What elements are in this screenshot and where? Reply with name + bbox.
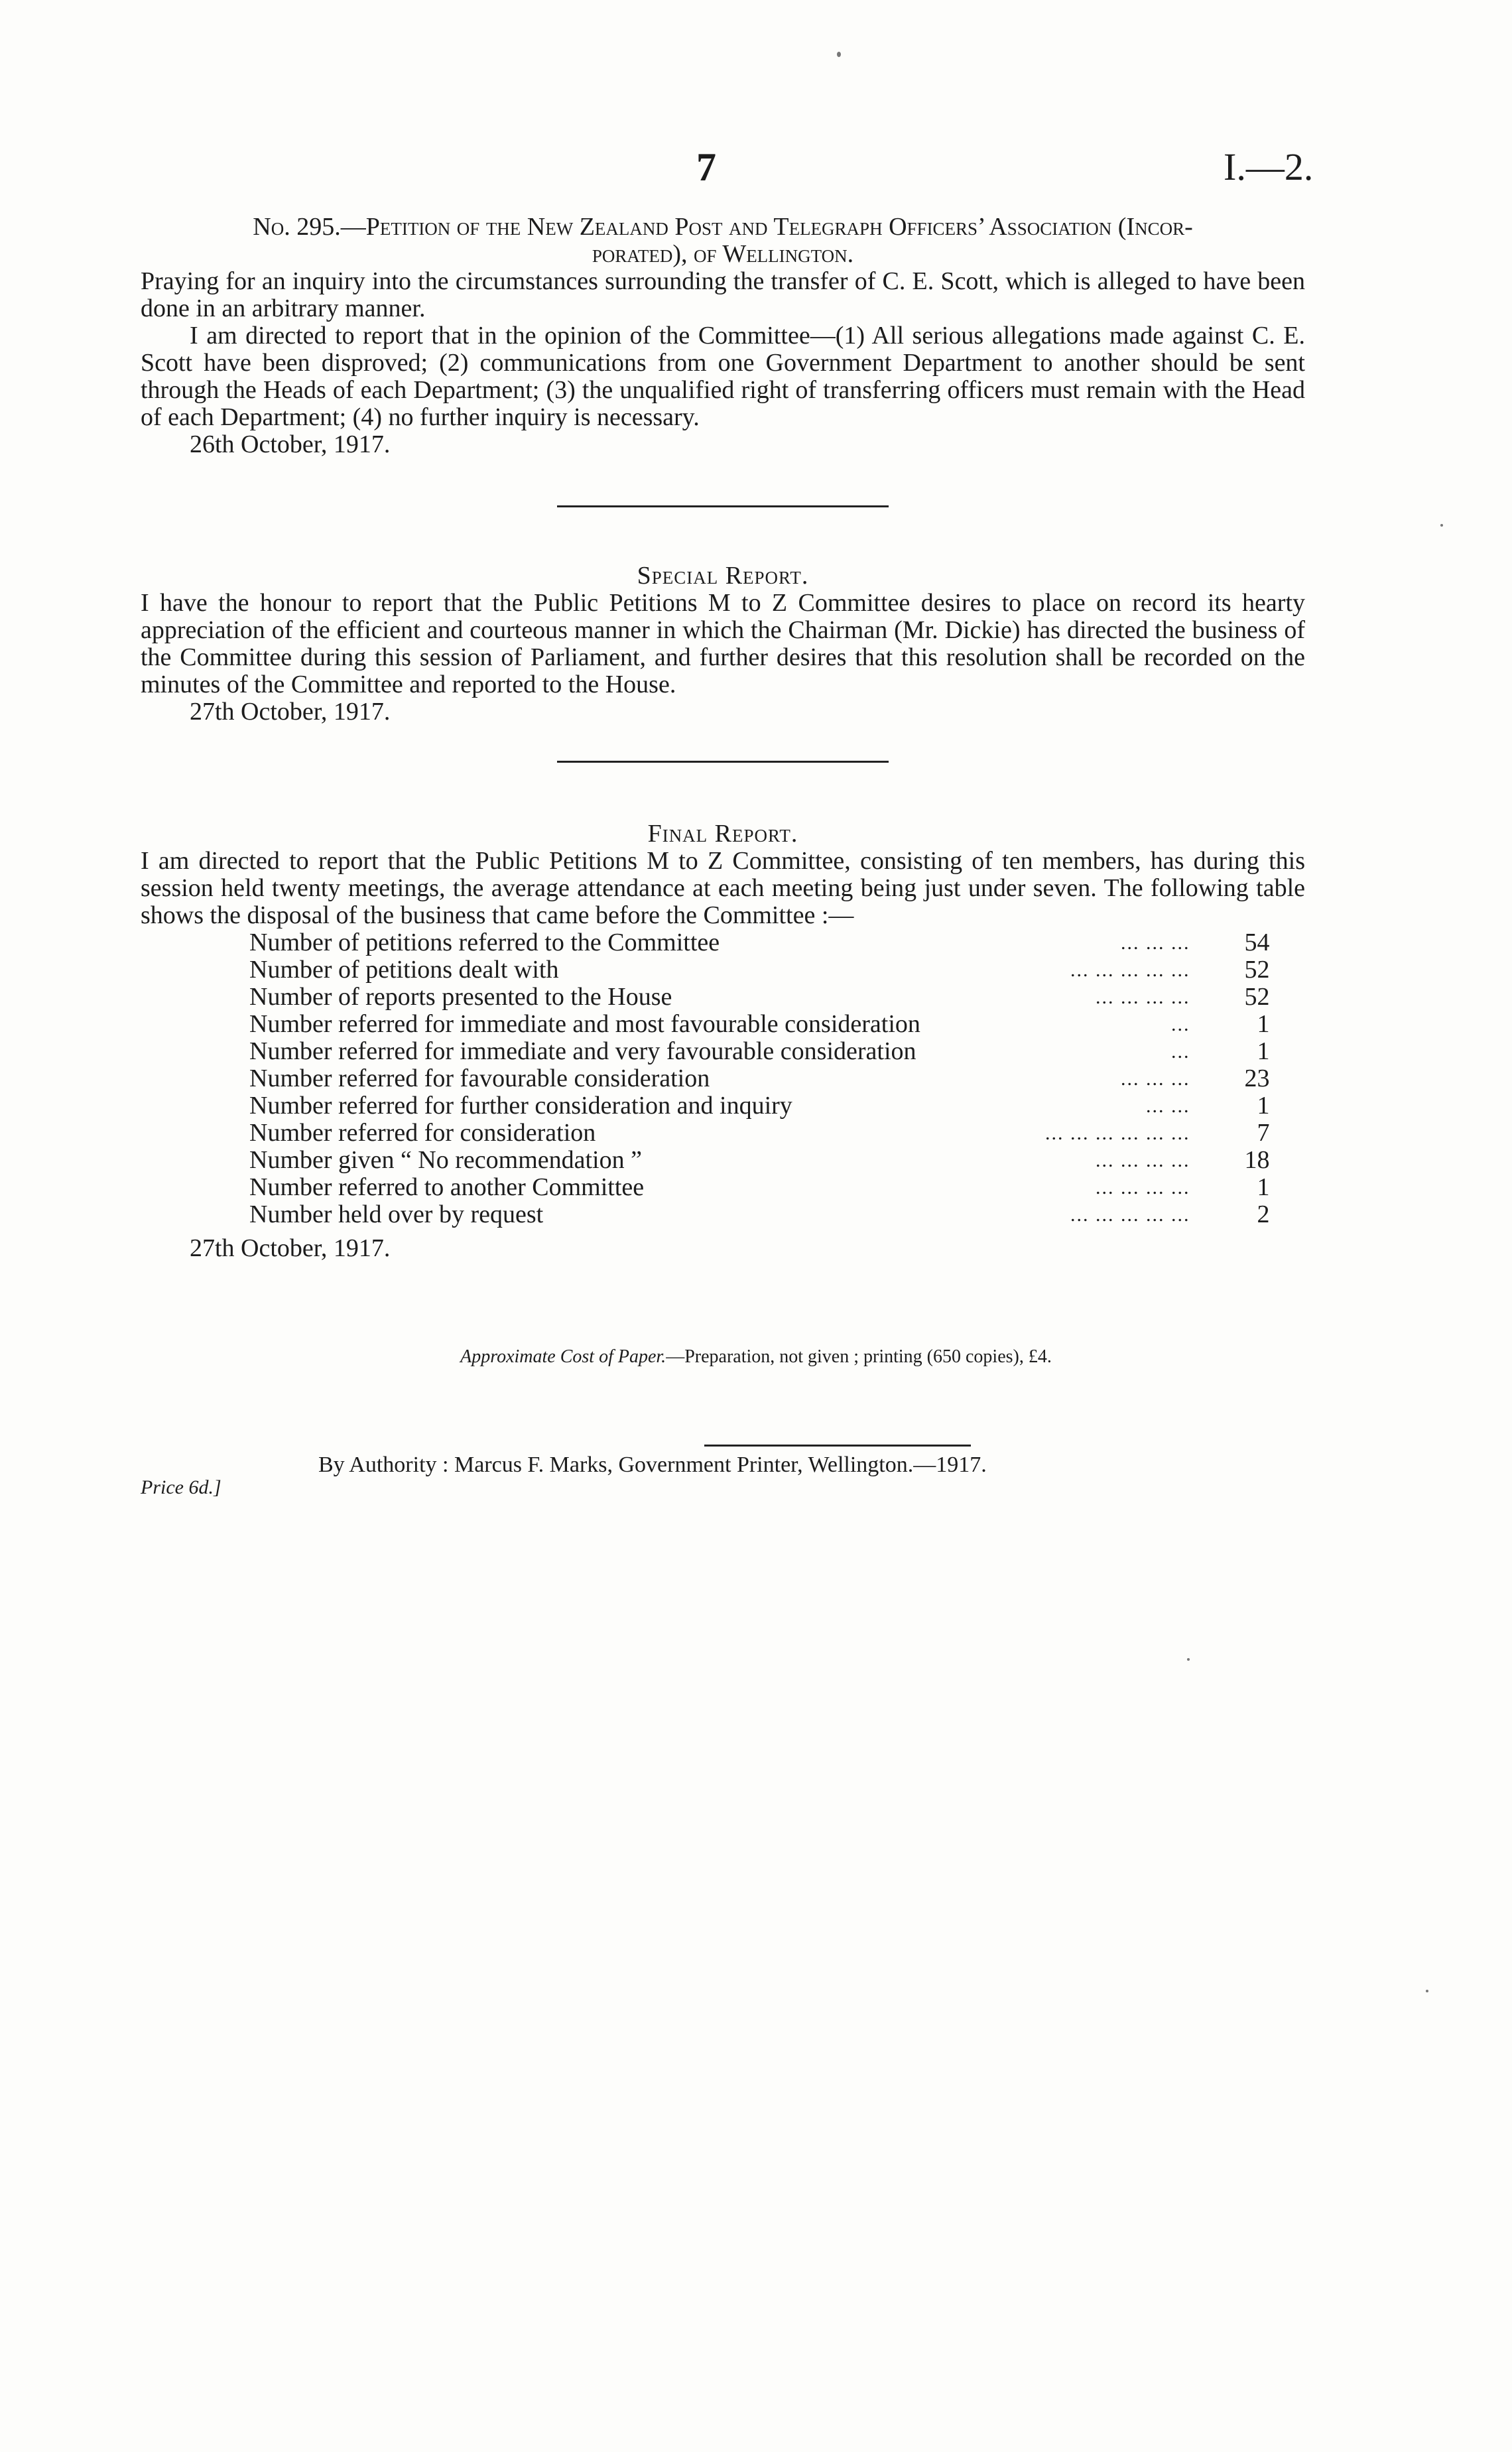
final-report-heading: Final Report. xyxy=(647,820,798,848)
row-value: 7 xyxy=(1257,1119,1270,1147)
row-label: Number given “ No recommendation ” xyxy=(249,1146,642,1174)
final-report-section xyxy=(141,820,1305,1262)
petition-section xyxy=(141,214,1305,458)
row-value: 1 xyxy=(1257,1173,1270,1201)
table-row xyxy=(249,984,1270,1011)
row-leader-dots: ... ... ... xyxy=(1121,932,1190,954)
scan-speck xyxy=(1426,1990,1428,1992)
row-value: 1 xyxy=(1257,1092,1270,1120)
special-report-date: 27th October, 1917. xyxy=(190,698,391,726)
row-leader-dots: ... ... ... ... ... ... xyxy=(1045,1122,1190,1144)
row-value: 52 xyxy=(1244,956,1270,984)
special-report-body: I have the honour to report that the Public Petitions M to Z Committee desires to place on record its hearty appreciation of the efficient and courteous manner in which the Chairman (Mr. Dickie) has directed the business of the Committee during this session of Parliament, and further desires that this resolution shall be recorded on the minutes of the Committee and reported to the House. xyxy=(141,589,1305,698)
petition-title-line2: porated), of Wellington. xyxy=(592,240,854,268)
table-row xyxy=(249,1065,1270,1092)
row-leader-dots: ... ... ... ... xyxy=(1096,1149,1190,1171)
row-leader-dots: ... xyxy=(1171,1013,1190,1035)
table-row xyxy=(249,1038,1270,1065)
row-value: 23 xyxy=(1244,1065,1270,1092)
special-report-section xyxy=(141,562,1305,726)
table-row xyxy=(249,929,1270,956)
table-row xyxy=(249,1174,1270,1201)
row-leader-dots: ... ... ... ... ... xyxy=(1070,959,1190,981)
row-label: Number of petitions referred to the Committee xyxy=(249,929,720,956)
scan-speck xyxy=(1187,1658,1190,1661)
row-label: Number of reports presented to the House xyxy=(249,983,672,1011)
row-leader-dots: ... ... ... ... xyxy=(1096,986,1190,1008)
row-value: 18 xyxy=(1244,1146,1270,1174)
row-label: Number referred for immediate and most favourable consideration xyxy=(249,1010,920,1038)
paper-reference: I.—2. xyxy=(1224,145,1314,188)
row-value: 54 xyxy=(1244,929,1270,956)
row-label: Number held over by request xyxy=(249,1200,544,1228)
price: Price 6d.] xyxy=(141,1476,221,1498)
printer-authority: By Authority : Marcus F. Marks, Government Printer, Wellington.—1917. xyxy=(318,1452,987,1477)
cost-note-label: Approximate Cost of Paper. xyxy=(460,1346,666,1367)
row-label: Number referred for favourable consideration xyxy=(249,1065,710,1092)
footer-divider xyxy=(704,1445,971,1447)
row-value: 1 xyxy=(1257,1010,1270,1038)
row-leader-dots: ... xyxy=(1171,1041,1190,1063)
row-label: Number referred for immediate and very favourable consideration xyxy=(249,1037,916,1065)
section-divider xyxy=(557,761,889,763)
table-row xyxy=(249,956,1270,984)
petition-report: I am directed to report that in the opinion of the Committee—(1) All serious allegations made against C. E. Scott have been disproved; (2) communications from one Government Department to another should be sent through the Heads of each Department; (3) the unqualified right of transferring officers must remain with the Head of each Department; (4) no further inquiry is necessary. xyxy=(141,322,1305,431)
petition-praying: Praying for an inquiry into the circumstances surrounding the transfer of C. E. Scott, which is alleged to have been done in an arbitrary manner. xyxy=(141,267,1305,322)
table-row xyxy=(249,1201,1270,1228)
table-row xyxy=(249,1120,1270,1147)
table-row xyxy=(249,1092,1270,1120)
row-value: 52 xyxy=(1244,983,1270,1011)
page-number: 7 xyxy=(696,145,716,189)
row-leader-dots: ... ... ... ... xyxy=(1096,1177,1190,1198)
row-label: Number referred for further consideration and inquiry xyxy=(249,1092,792,1120)
petition-date: 26th October, 1917. xyxy=(190,430,391,458)
scan-speck xyxy=(837,52,841,57)
row-leader-dots: ... ... xyxy=(1146,1095,1190,1117)
table-row xyxy=(249,1147,1270,1174)
special-report-heading: Special Report. xyxy=(637,562,809,590)
row-label: Number referred to another Committee xyxy=(249,1173,645,1201)
row-value: 2 xyxy=(1257,1200,1270,1228)
row-leader-dots: ... ... ... xyxy=(1121,1068,1190,1090)
cost-note-text: —Preparation, not given ; printing (650 copies), £4. xyxy=(666,1346,1052,1367)
final-report-body: I am directed to report that the Public Petitions M to Z Committee, consisting of ten members, has during this session held twenty meetings, the average attendance at each meeting being just under seven. The following table shows the disposal of the business that came before the Committee :— xyxy=(141,847,1305,929)
row-value: 1 xyxy=(1257,1037,1270,1065)
table-row xyxy=(249,1011,1270,1038)
scan-speck xyxy=(1440,524,1443,527)
row-label: Number referred for consideration xyxy=(249,1119,596,1147)
final-report-date: 27th October, 1917. xyxy=(190,1234,391,1262)
row-leader-dots: ... ... ... ... ... xyxy=(1070,1204,1190,1226)
row-label: Number of petitions dealt with xyxy=(249,956,559,984)
petition-title-line1: No. 295.—Petition of the New Zealand Post and Telegraph Officers’ Association (Incor- xyxy=(253,213,1193,241)
disposal-table xyxy=(249,929,1270,1228)
section-divider xyxy=(557,505,889,507)
cost-note xyxy=(0,1346,1512,1368)
